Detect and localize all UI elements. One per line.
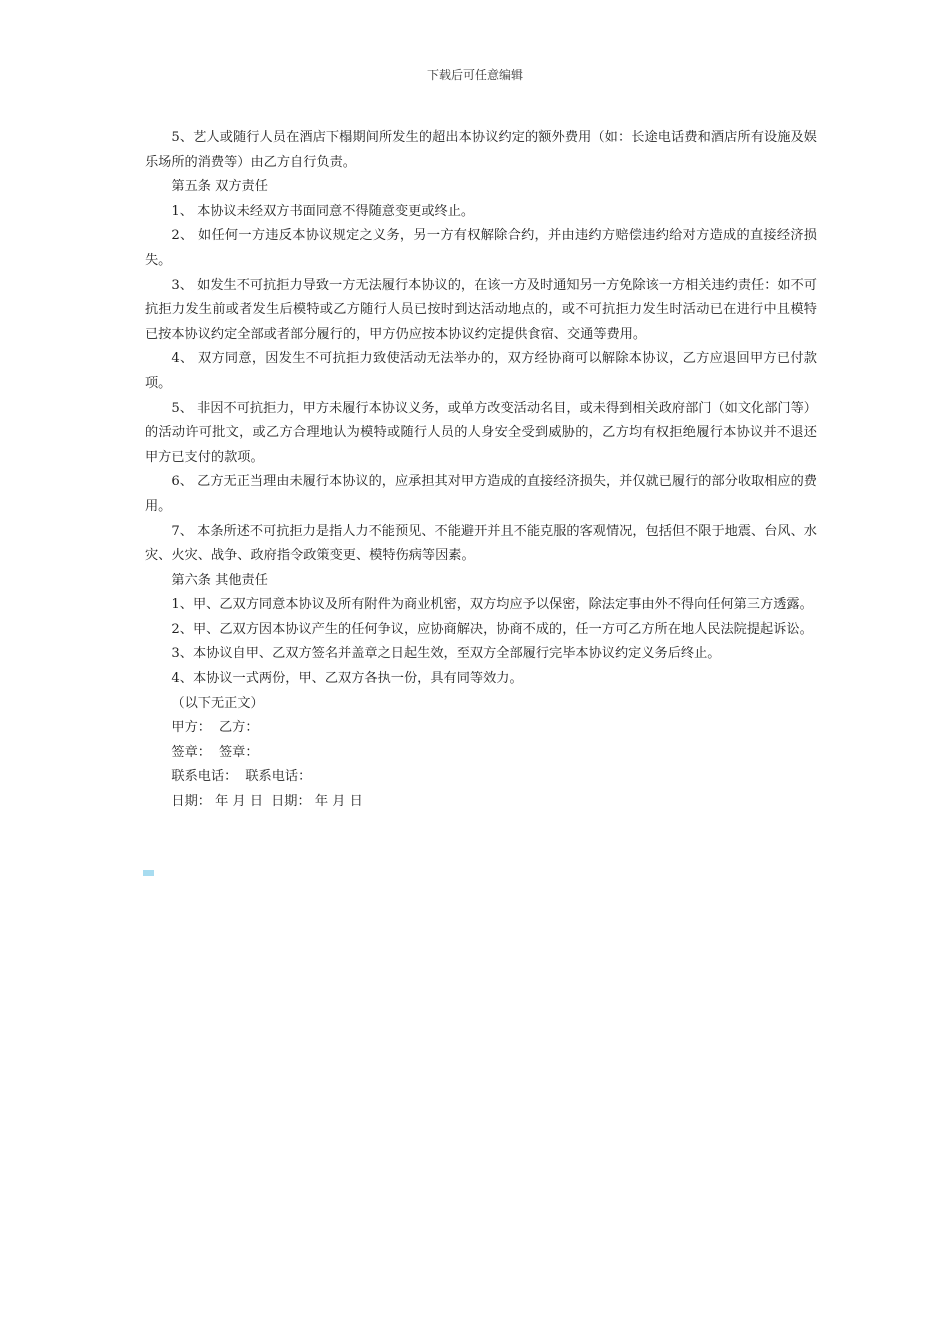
signature-seal-line bbox=[145, 741, 817, 766]
section-heading-article5: 第五条 双方责任 bbox=[171, 179, 268, 195]
paragraph-article5-item6: 6、 乙方无正当理由未履行本协议的，应承担其对甲方造成的直接经济损失，并仅就已履行的部分收取相应的费用。 bbox=[145, 474, 817, 514]
page-header: 下载后可任意编辑 bbox=[426, 68, 523, 82]
party-b-label: 乙方： bbox=[218, 720, 259, 736]
section-heading-article6: 第六条 其他责任 bbox=[171, 572, 268, 588]
paragraph-article5-item1: 1、 本协议未经双方书面同意不得随意变更或终止。 bbox=[171, 203, 475, 219]
no-further-text-note: （以下无正文） bbox=[171, 695, 264, 711]
phone-a-label: 联系电话： bbox=[171, 769, 238, 785]
date-a-label: 日期： 年 月 日 bbox=[171, 794, 264, 810]
signature-party-line bbox=[145, 716, 817, 741]
paragraph-article6-item1: 1、甲、乙双方同意本协议及所有附件为商业机密，双方均应予以保密，除法定事由外不得向任何第三方透露。 bbox=[171, 597, 813, 613]
paragraph-article6-item2: 2、甲、乙双方因本协议产生的任何争议，应协商解决，协商不成的，任一方可乙方所在地人民法院提起诉讼。 bbox=[171, 621, 813, 637]
signature-date-line bbox=[145, 790, 817, 815]
paragraph-article5-item3: 3、 如发生不可抗拒力导致一方无法履行本协议的，在该一方及时通知另一方免除该一方相关违约责任：如不可抗拒力发生前或者发生后模特或乙方随行人员已按时到达活动地点的，或不可抗拒力发生时活动已在进行中且模特已按本协议约定全部或者部分履行的，甲方仍应按本协议约定提供食宿、交通等费用。 bbox=[145, 277, 817, 342]
agreement-body bbox=[145, 126, 817, 815]
paragraph-clause4-item5: 5、艺人或随行人员在酒店下榻期间所发生的超出本协议约定的额外费用（如：长途电话费和酒店所有设施及娱乐场所的消费等）由乙方自行负责。 bbox=[145, 130, 817, 170]
signature-phone-line bbox=[145, 765, 817, 790]
seal-b-label: 签章： bbox=[218, 744, 259, 760]
paragraph-article6-item4: 4、本协议一式两份，甲、乙双方各执一份，具有同等效力。 bbox=[171, 671, 523, 687]
paragraph-article5-item4: 4、 双方同意，因发生不可抗拒力致使活动无法举办的，双方经协商可以解除本协议，乙方应退回甲方已付款项。 bbox=[145, 351, 817, 391]
date-b-label: 日期： 年 月 日 bbox=[271, 794, 363, 810]
phone-b-label: 联系电话： bbox=[245, 769, 312, 785]
party-a-label: 甲方： bbox=[171, 720, 211, 736]
paragraph-article5-item7: 7、 本条所述不可抗拒力是指人力不能预见、不能避开并且不能克服的客观情况，包括但不限于地震、台风、水灾、火灾、战争、政府指令政策变更、模特伤病等因素。 bbox=[145, 523, 817, 564]
text-cursor-marker bbox=[143, 870, 154, 876]
seal-a-label: 签章： bbox=[171, 744, 211, 760]
paragraph-article6-item3: 3、本协议自甲、乙双方签名并盖章之日起生效，至双方全部履行完毕本协议约定义务后终止。 bbox=[171, 646, 721, 662]
paragraph-article5-item2: 2、 如任何一方违反本协议规定之义务，另一方有权解除合约，并由违约方赔偿违约给对方造成的直接经济损失。 bbox=[145, 228, 817, 268]
paragraph-article5-item5: 5、 非因不可抗拒力，甲方未履行本协议义务，或单方改变活动名目，或未得到相关政府部门（如文化部门等）的活动许可批文，或乙方合理地认为模特或随行人员的人身安全受到威胁的，乙方均有权拒绝履行本协议并不退还甲方已支付的款项。 bbox=[145, 400, 817, 465]
